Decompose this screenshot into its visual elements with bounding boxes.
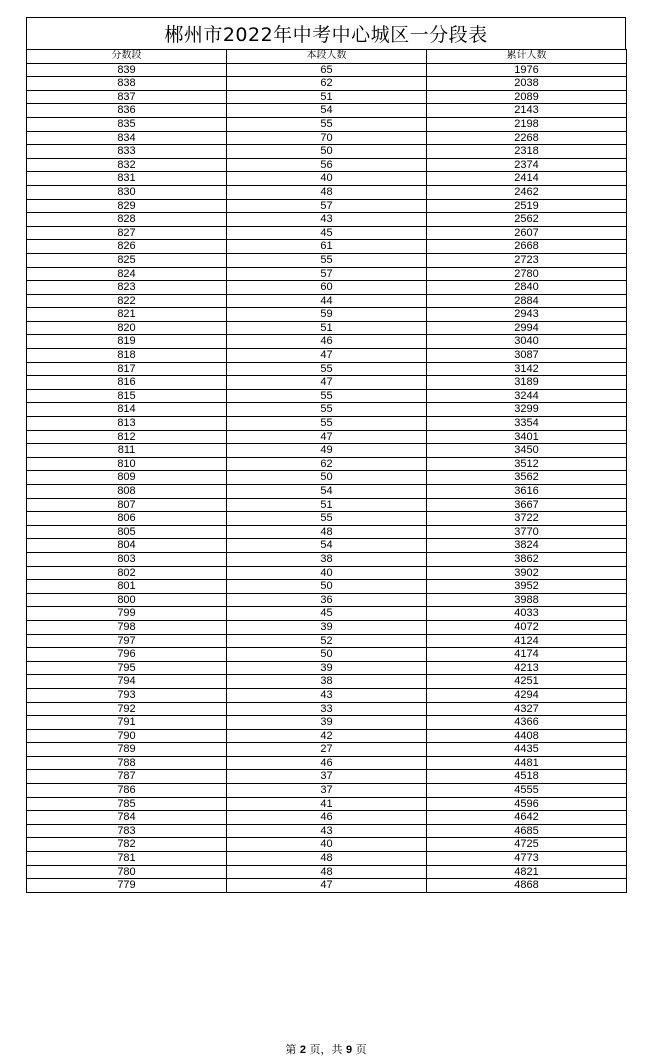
cell-score: 818 xyxy=(27,349,227,363)
table-row xyxy=(27,552,627,566)
table-row xyxy=(27,172,627,186)
cell-segment-count: 62 xyxy=(227,457,427,471)
cell-score: 782 xyxy=(27,838,227,852)
cell-segment-count: 50 xyxy=(227,145,427,159)
cell-score: 780 xyxy=(27,865,227,879)
cell-segment-count: 55 xyxy=(227,389,427,403)
cell-segment-count: 54 xyxy=(227,104,427,118)
cell-segment-count: 42 xyxy=(227,729,427,743)
cell-score: 826 xyxy=(27,240,227,254)
cell-segment-count: 65 xyxy=(227,63,427,77)
header-cumulative-count: 累计人数 xyxy=(427,50,627,64)
cell-score: 792 xyxy=(27,702,227,716)
cell-cumulative-count: 3189 xyxy=(427,376,627,390)
table-row xyxy=(27,90,627,104)
cell-cumulative-count: 2668 xyxy=(427,240,627,254)
cell-segment-count: 41 xyxy=(227,797,427,811)
table-row xyxy=(27,580,627,594)
table-row xyxy=(27,444,627,458)
cell-segment-count: 27 xyxy=(227,743,427,757)
cell-segment-count: 50 xyxy=(227,648,427,662)
table-row xyxy=(27,675,627,689)
cell-cumulative-count: 2519 xyxy=(427,199,627,213)
cell-cumulative-count: 3299 xyxy=(427,403,627,417)
cell-cumulative-count: 2374 xyxy=(427,158,627,172)
cell-cumulative-count: 3722 xyxy=(427,512,627,526)
cell-score: 834 xyxy=(27,131,227,145)
cell-cumulative-count: 4685 xyxy=(427,824,627,838)
cell-segment-count: 46 xyxy=(227,335,427,349)
table-row xyxy=(27,702,627,716)
cell-score: 825 xyxy=(27,253,227,267)
cell-segment-count: 51 xyxy=(227,498,427,512)
cell-cumulative-count: 3354 xyxy=(427,417,627,431)
cell-score: 831 xyxy=(27,172,227,186)
table-row xyxy=(27,185,627,199)
cell-score: 833 xyxy=(27,145,227,159)
cell-score: 815 xyxy=(27,389,227,403)
cell-cumulative-count: 4072 xyxy=(427,620,627,634)
cell-segment-count: 43 xyxy=(227,688,427,702)
cell-score: 836 xyxy=(27,104,227,118)
cell-segment-count: 47 xyxy=(227,879,427,893)
cell-segment-count: 45 xyxy=(227,226,427,240)
table-row xyxy=(27,213,627,227)
cell-segment-count: 51 xyxy=(227,90,427,104)
cell-cumulative-count: 2607 xyxy=(427,226,627,240)
cell-score: 785 xyxy=(27,797,227,811)
cell-segment-count: 55 xyxy=(227,512,427,526)
cell-cumulative-count: 4555 xyxy=(427,784,627,798)
cell-segment-count: 48 xyxy=(227,525,427,539)
cell-segment-count: 54 xyxy=(227,539,427,553)
footer-suffix: 页 xyxy=(355,1043,367,1056)
cell-cumulative-count: 3862 xyxy=(427,552,627,566)
cell-cumulative-count: 4294 xyxy=(427,688,627,702)
table-title: 郴州市2022年中考中心城区一分段表 xyxy=(26,17,626,50)
cell-score: 829 xyxy=(27,199,227,213)
table-row xyxy=(27,498,627,512)
footer-page-number: 2 xyxy=(299,1044,306,1056)
table-row xyxy=(27,403,627,417)
table-row xyxy=(27,131,627,145)
cell-cumulative-count: 3450 xyxy=(427,444,627,458)
cell-score: 804 xyxy=(27,539,227,553)
cell-segment-count: 50 xyxy=(227,471,427,485)
table-row xyxy=(27,267,627,281)
cell-cumulative-count: 2089 xyxy=(427,90,627,104)
table-row xyxy=(27,145,627,159)
cell-score: 812 xyxy=(27,430,227,444)
cell-cumulative-count: 4124 xyxy=(427,634,627,648)
table-row xyxy=(27,77,627,91)
table-row xyxy=(27,525,627,539)
cell-cumulative-count: 2198 xyxy=(427,117,627,131)
cell-score: 820 xyxy=(27,321,227,335)
cell-score: 830 xyxy=(27,185,227,199)
cell-score: 796 xyxy=(27,648,227,662)
cell-cumulative-count: 2840 xyxy=(427,281,627,295)
cell-segment-count: 55 xyxy=(227,117,427,131)
score-table-sheet xyxy=(26,17,626,893)
table-row xyxy=(27,620,627,634)
cell-cumulative-count: 3616 xyxy=(427,485,627,499)
page-footer xyxy=(0,1041,652,1057)
cell-cumulative-count: 3087 xyxy=(427,349,627,363)
cell-score: 837 xyxy=(27,90,227,104)
table-row xyxy=(27,770,627,784)
cell-cumulative-count: 4481 xyxy=(427,756,627,770)
table-row xyxy=(27,457,627,471)
cell-cumulative-count: 3770 xyxy=(427,525,627,539)
cell-score: 784 xyxy=(27,811,227,825)
cell-cumulative-count: 2318 xyxy=(427,145,627,159)
table-row xyxy=(27,471,627,485)
cell-cumulative-count: 4773 xyxy=(427,852,627,866)
cell-segment-count: 47 xyxy=(227,349,427,363)
cell-cumulative-count: 2143 xyxy=(427,104,627,118)
cell-cumulative-count: 3988 xyxy=(427,593,627,607)
table-row xyxy=(27,308,627,322)
table-row xyxy=(27,539,627,553)
cell-cumulative-count: 2268 xyxy=(427,131,627,145)
cell-cumulative-count: 4821 xyxy=(427,865,627,879)
cell-cumulative-count: 3824 xyxy=(427,539,627,553)
cell-score: 821 xyxy=(27,308,227,322)
table-row xyxy=(27,376,627,390)
cell-score: 806 xyxy=(27,512,227,526)
cell-cumulative-count: 4213 xyxy=(427,661,627,675)
cell-segment-count: 40 xyxy=(227,838,427,852)
cell-segment-count: 55 xyxy=(227,253,427,267)
cell-cumulative-count: 4596 xyxy=(427,797,627,811)
cell-cumulative-count: 2462 xyxy=(427,185,627,199)
cell-segment-count: 44 xyxy=(227,294,427,308)
cell-cumulative-count: 2414 xyxy=(427,172,627,186)
cell-cumulative-count: 4174 xyxy=(427,648,627,662)
cell-cumulative-count: 3040 xyxy=(427,335,627,349)
cell-score: 819 xyxy=(27,335,227,349)
table-row xyxy=(27,716,627,730)
cell-score: 794 xyxy=(27,675,227,689)
table-row xyxy=(27,743,627,757)
cell-cumulative-count: 3562 xyxy=(427,471,627,485)
cell-score: 788 xyxy=(27,756,227,770)
cell-segment-count: 61 xyxy=(227,240,427,254)
cell-segment-count: 48 xyxy=(227,185,427,199)
cell-segment-count: 46 xyxy=(227,756,427,770)
cell-segment-count: 43 xyxy=(227,213,427,227)
cell-cumulative-count: 3902 xyxy=(427,566,627,580)
cell-cumulative-count: 2562 xyxy=(427,213,627,227)
cell-segment-count: 47 xyxy=(227,430,427,444)
cell-cumulative-count: 4725 xyxy=(427,838,627,852)
cell-segment-count: 57 xyxy=(227,267,427,281)
cell-score: 813 xyxy=(27,417,227,431)
cell-cumulative-count: 2723 xyxy=(427,253,627,267)
cell-segment-count: 55 xyxy=(227,362,427,376)
cell-cumulative-count: 3401 xyxy=(427,430,627,444)
cell-segment-count: 40 xyxy=(227,566,427,580)
cell-cumulative-count: 2780 xyxy=(427,267,627,281)
cell-score: 805 xyxy=(27,525,227,539)
cell-cumulative-count: 4642 xyxy=(427,811,627,825)
table-row xyxy=(27,104,627,118)
table-row xyxy=(27,512,627,526)
cell-score: 814 xyxy=(27,403,227,417)
table-row xyxy=(27,485,627,499)
cell-cumulative-count: 1976 xyxy=(427,63,627,77)
cell-score: 811 xyxy=(27,444,227,458)
table-row xyxy=(27,158,627,172)
table-row xyxy=(27,335,627,349)
cell-segment-count: 60 xyxy=(227,281,427,295)
cell-segment-count: 54 xyxy=(227,485,427,499)
cell-segment-count: 40 xyxy=(227,172,427,186)
cell-score: 783 xyxy=(27,824,227,838)
table-row xyxy=(27,389,627,403)
cell-score: 786 xyxy=(27,784,227,798)
cell-segment-count: 52 xyxy=(227,634,427,648)
table-row xyxy=(27,634,627,648)
table-row xyxy=(27,199,627,213)
table-row xyxy=(27,797,627,811)
cell-cumulative-count: 2884 xyxy=(427,294,627,308)
table-row xyxy=(27,648,627,662)
cell-score: 791 xyxy=(27,716,227,730)
cell-score: 828 xyxy=(27,213,227,227)
cell-score: 824 xyxy=(27,267,227,281)
cell-cumulative-count: 2038 xyxy=(427,77,627,91)
table-row xyxy=(27,838,627,852)
cell-score: 809 xyxy=(27,471,227,485)
cell-segment-count: 33 xyxy=(227,702,427,716)
cell-score: 839 xyxy=(27,63,227,77)
cell-segment-count: 49 xyxy=(227,444,427,458)
cell-score: 787 xyxy=(27,770,227,784)
table-row xyxy=(27,729,627,743)
cell-segment-count: 36 xyxy=(227,593,427,607)
cell-score: 832 xyxy=(27,158,227,172)
cell-segment-count: 37 xyxy=(227,784,427,798)
cell-segment-count: 39 xyxy=(227,716,427,730)
cell-score: 827 xyxy=(27,226,227,240)
cell-score: 838 xyxy=(27,77,227,91)
cell-score: 802 xyxy=(27,566,227,580)
table-row xyxy=(27,566,627,580)
cell-score: 798 xyxy=(27,620,227,634)
cell-cumulative-count: 3512 xyxy=(427,457,627,471)
cell-cumulative-count: 3142 xyxy=(427,362,627,376)
cell-score: 779 xyxy=(27,879,227,893)
cell-score: 793 xyxy=(27,688,227,702)
table-row xyxy=(27,607,627,621)
cell-cumulative-count: 4366 xyxy=(427,716,627,730)
table-row xyxy=(27,240,627,254)
table-row xyxy=(27,349,627,363)
cell-cumulative-count: 2943 xyxy=(427,308,627,322)
cell-score: 795 xyxy=(27,661,227,675)
table-row xyxy=(27,294,627,308)
table-row xyxy=(27,688,627,702)
table-row xyxy=(27,865,627,879)
cell-segment-count: 50 xyxy=(227,580,427,594)
table-row xyxy=(27,417,627,431)
cell-segment-count: 57 xyxy=(227,199,427,213)
cell-score: 800 xyxy=(27,593,227,607)
table-row xyxy=(27,117,627,131)
table-row xyxy=(27,852,627,866)
footer-prefix: 第 xyxy=(285,1043,297,1056)
cell-segment-count: 47 xyxy=(227,376,427,390)
cell-cumulative-count: 4033 xyxy=(427,607,627,621)
table-row xyxy=(27,661,627,675)
cell-score: 799 xyxy=(27,607,227,621)
cell-score: 822 xyxy=(27,294,227,308)
table-row xyxy=(27,253,627,267)
cell-score: 810 xyxy=(27,457,227,471)
cell-segment-count: 39 xyxy=(227,661,427,675)
cell-score: 808 xyxy=(27,485,227,499)
header-score-range: 分数段 xyxy=(27,50,227,64)
cell-segment-count: 39 xyxy=(227,620,427,634)
table-row xyxy=(27,430,627,444)
cell-segment-count: 46 xyxy=(227,811,427,825)
table-row xyxy=(27,824,627,838)
cell-score: 781 xyxy=(27,852,227,866)
cell-cumulative-count: 4327 xyxy=(427,702,627,716)
cell-score: 807 xyxy=(27,498,227,512)
header-segment-count: 本段人数 xyxy=(227,50,427,64)
table-row xyxy=(27,593,627,607)
cell-score: 823 xyxy=(27,281,227,295)
cell-score: 790 xyxy=(27,729,227,743)
header-row xyxy=(27,50,627,64)
cell-cumulative-count: 3952 xyxy=(427,580,627,594)
cell-segment-count: 55 xyxy=(227,417,427,431)
cell-score: 801 xyxy=(27,580,227,594)
table-row xyxy=(27,784,627,798)
cell-segment-count: 38 xyxy=(227,675,427,689)
footer-total-pages: 9 xyxy=(346,1044,353,1056)
cell-segment-count: 62 xyxy=(227,77,427,91)
cell-segment-count: 48 xyxy=(227,865,427,879)
table-row xyxy=(27,362,627,376)
footer-middle: 页，共 xyxy=(309,1043,343,1056)
cell-segment-count: 70 xyxy=(227,131,427,145)
table-row xyxy=(27,281,627,295)
cell-cumulative-count: 3667 xyxy=(427,498,627,512)
cell-segment-count: 37 xyxy=(227,770,427,784)
cell-segment-count: 51 xyxy=(227,321,427,335)
table-row xyxy=(27,321,627,335)
cell-segment-count: 48 xyxy=(227,852,427,866)
cell-segment-count: 45 xyxy=(227,607,427,621)
score-table xyxy=(26,49,627,893)
table-row xyxy=(27,811,627,825)
cell-score: 797 xyxy=(27,634,227,648)
cell-cumulative-count: 2994 xyxy=(427,321,627,335)
cell-cumulative-count: 4868 xyxy=(427,879,627,893)
cell-cumulative-count: 4408 xyxy=(427,729,627,743)
table-row xyxy=(27,879,627,893)
cell-segment-count: 43 xyxy=(227,824,427,838)
cell-segment-count: 59 xyxy=(227,308,427,322)
cell-segment-count: 38 xyxy=(227,552,427,566)
cell-cumulative-count: 4435 xyxy=(427,743,627,757)
table-row xyxy=(27,63,627,77)
cell-score: 816 xyxy=(27,376,227,390)
cell-cumulative-count: 3244 xyxy=(427,389,627,403)
cell-segment-count: 55 xyxy=(227,403,427,417)
table-row xyxy=(27,756,627,770)
cell-cumulative-count: 4518 xyxy=(427,770,627,784)
cell-score: 803 xyxy=(27,552,227,566)
table-row xyxy=(27,226,627,240)
cell-score: 789 xyxy=(27,743,227,757)
cell-score: 817 xyxy=(27,362,227,376)
cell-score: 835 xyxy=(27,117,227,131)
cell-cumulative-count: 4251 xyxy=(427,675,627,689)
cell-segment-count: 56 xyxy=(227,158,427,172)
